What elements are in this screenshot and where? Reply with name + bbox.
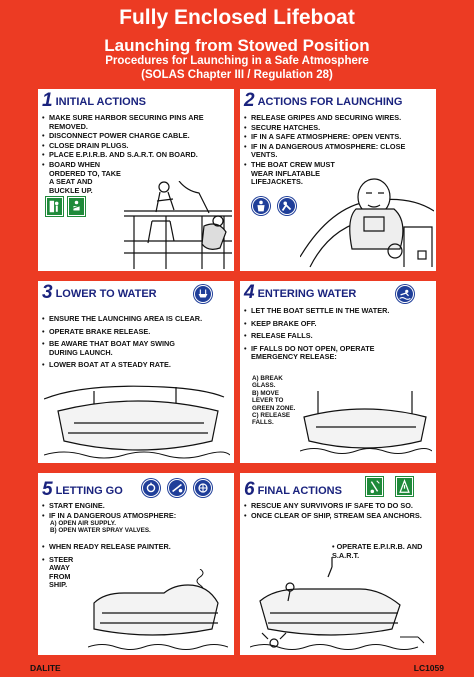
step-list bbox=[244, 502, 432, 521]
step-item: • IF IN A DANGEROUS ATMOSPHERE: CLOSE VENTS. bbox=[244, 143, 432, 160]
step-item: • CLOSE DRAIN PLUGS. bbox=[42, 142, 230, 151]
panel-title bbox=[42, 479, 123, 501]
atmosphere-substeps bbox=[50, 520, 151, 535]
lifejacket-icon bbox=[252, 197, 270, 215]
engine-start-icon bbox=[142, 479, 160, 497]
panel-initial-actions bbox=[38, 89, 234, 271]
panel-lower-to-water bbox=[38, 281, 234, 463]
poster-title: Fully Enclosed Lifeboat bbox=[119, 6, 355, 29]
panel-actions-for-launching bbox=[240, 89, 436, 271]
step-item: • RELEASE FALLS. bbox=[244, 332, 432, 341]
panel-title bbox=[244, 282, 356, 304]
step-item: • IF FALLS DO NOT OPEN, OPERATE EMERGENCY RELEASE: bbox=[244, 345, 394, 362]
step-list bbox=[42, 502, 230, 521]
panel-title bbox=[244, 479, 342, 501]
step-item: • RELEASE GRIPES AND SECURING WIRES. bbox=[244, 114, 432, 123]
step-item: • ENSURE THE LAUNCHING AREA IS CLEAR. bbox=[42, 315, 230, 324]
step-item: • BE AWARE THAT BOAT MAY SWING DURING LAUNCH. bbox=[42, 340, 192, 357]
panel-title bbox=[42, 90, 146, 112]
painter-release-icon bbox=[168, 479, 186, 497]
step-item: • LET THE BOAT SETTLE IN THE WATER. bbox=[244, 307, 432, 316]
step-item: • BOARD WHEN ORDERED TO, TAKE A SEAT AND BUCKLE UP. bbox=[42, 161, 124, 195]
lowering-lifeboat-illustration bbox=[44, 381, 230, 461]
step-number: 4 bbox=[244, 282, 255, 303]
step-item: • PLACE E.P.I.R.B. AND S.A.R.T. ON BOARD. bbox=[42, 151, 230, 160]
step-item: • IF IN A DANGEROUS ATMOSPHERE: bbox=[42, 512, 230, 521]
step-number: 6 bbox=[244, 479, 255, 500]
step-number: 5 bbox=[42, 479, 53, 500]
step-item: • ONCE CLEAR OF SHIP, STREAM SEA ANCHORS. bbox=[244, 512, 432, 521]
step-title: LOWER TO WATER bbox=[55, 288, 157, 300]
epirb-icon bbox=[366, 477, 383, 496]
boat-entering-water-illustration bbox=[300, 391, 432, 459]
substep: A) OPEN AIR SUPPLY. bbox=[50, 520, 117, 527]
step-item: • WHEN READY RELEASE PAINTER. bbox=[42, 543, 230, 552]
step-item: • DISCONNECT POWER CHARGE CABLE. bbox=[42, 132, 230, 141]
epirb-note: • OPERATE E.P.I.R.B. AND S.A.R.T. bbox=[332, 542, 423, 560]
step-title: ACTIONS FOR LAUNCHING bbox=[257, 96, 403, 108]
step-title: INITIAL ACTIONS bbox=[55, 96, 147, 108]
hatch-icon bbox=[278, 197, 296, 215]
lower-boat-icon bbox=[194, 285, 212, 303]
emergency-substeps bbox=[252, 375, 300, 427]
panel-entering-water bbox=[240, 281, 436, 463]
step-item: • MAKE SURE HARBOR SECURING PINS ARE REMOVED. bbox=[42, 114, 230, 131]
rescue-survivors-illustration bbox=[250, 557, 430, 653]
step-title: ENTERING WATER bbox=[257, 288, 357, 300]
steer-icon bbox=[194, 479, 212, 497]
step-number: 3 bbox=[42, 282, 53, 303]
poster-procedure-line: Procedures for Launching in a Safe Atmosphere bbox=[105, 55, 369, 67]
crew-in-lifeboat-illustration bbox=[300, 167, 434, 269]
substep: A) BREAK GLASS. bbox=[252, 375, 283, 390]
step-title: LETTING GO bbox=[55, 485, 123, 497]
poster-subtitle: Launching from Stowed Position bbox=[104, 36, 370, 55]
panel-title bbox=[42, 282, 157, 304]
panel-letting-go bbox=[38, 473, 234, 655]
step-item: • KEEP BRAKE OFF. bbox=[244, 320, 432, 329]
swimmer-icon bbox=[396, 285, 414, 303]
substep: C) RELEASE FALLS. bbox=[252, 412, 291, 427]
step-list bbox=[244, 307, 432, 363]
substep: B) OPEN WATER SPRAY VALVES. bbox=[50, 527, 151, 535]
panel-final-actions bbox=[240, 473, 436, 655]
boarding-crew-illustration bbox=[124, 181, 232, 269]
step-number: 1 bbox=[42, 90, 53, 111]
footer-brand: DALITE bbox=[30, 663, 61, 673]
step-item: • THE BOAT CREW MUST WEAR INFLATABLE LIFEJACKETS. bbox=[244, 161, 356, 187]
step-item: • OPERATE BRAKE RELEASE. bbox=[42, 328, 230, 337]
step-item: • LOWER BOAT AT A STEADY RATE. bbox=[42, 361, 230, 370]
step-item: • STEER AWAY FROM SHIP. bbox=[42, 556, 82, 590]
footer-code: LC1059 bbox=[413, 663, 444, 673]
step-item: • RESCUE ANY SURVIVORS IF SAFE TO DO SO. bbox=[244, 502, 432, 511]
step-number: 2 bbox=[244, 90, 255, 111]
sart-icon bbox=[396, 477, 413, 496]
substep: B) MOVE LEVER TO GREEN ZONE. bbox=[252, 389, 296, 412]
panel-title bbox=[244, 90, 402, 112]
step-item: • IF IN A SAFE ATMOSPHERE: OPEN VENTS. bbox=[244, 133, 432, 142]
boarding-sign-icon bbox=[46, 197, 63, 216]
step-item: • SECURE HATCHES. bbox=[244, 124, 432, 133]
step-item: • START ENGINE. bbox=[42, 502, 230, 511]
buckle-up-icon bbox=[68, 197, 85, 216]
step-list bbox=[42, 315, 230, 374]
poster-regulation-line: (SOLAS Chapter III / Regulation 28) bbox=[141, 69, 333, 81]
step-title: FINAL ACTIONS bbox=[257, 485, 342, 497]
boat-leaving-ship-illustration bbox=[88, 569, 228, 653]
